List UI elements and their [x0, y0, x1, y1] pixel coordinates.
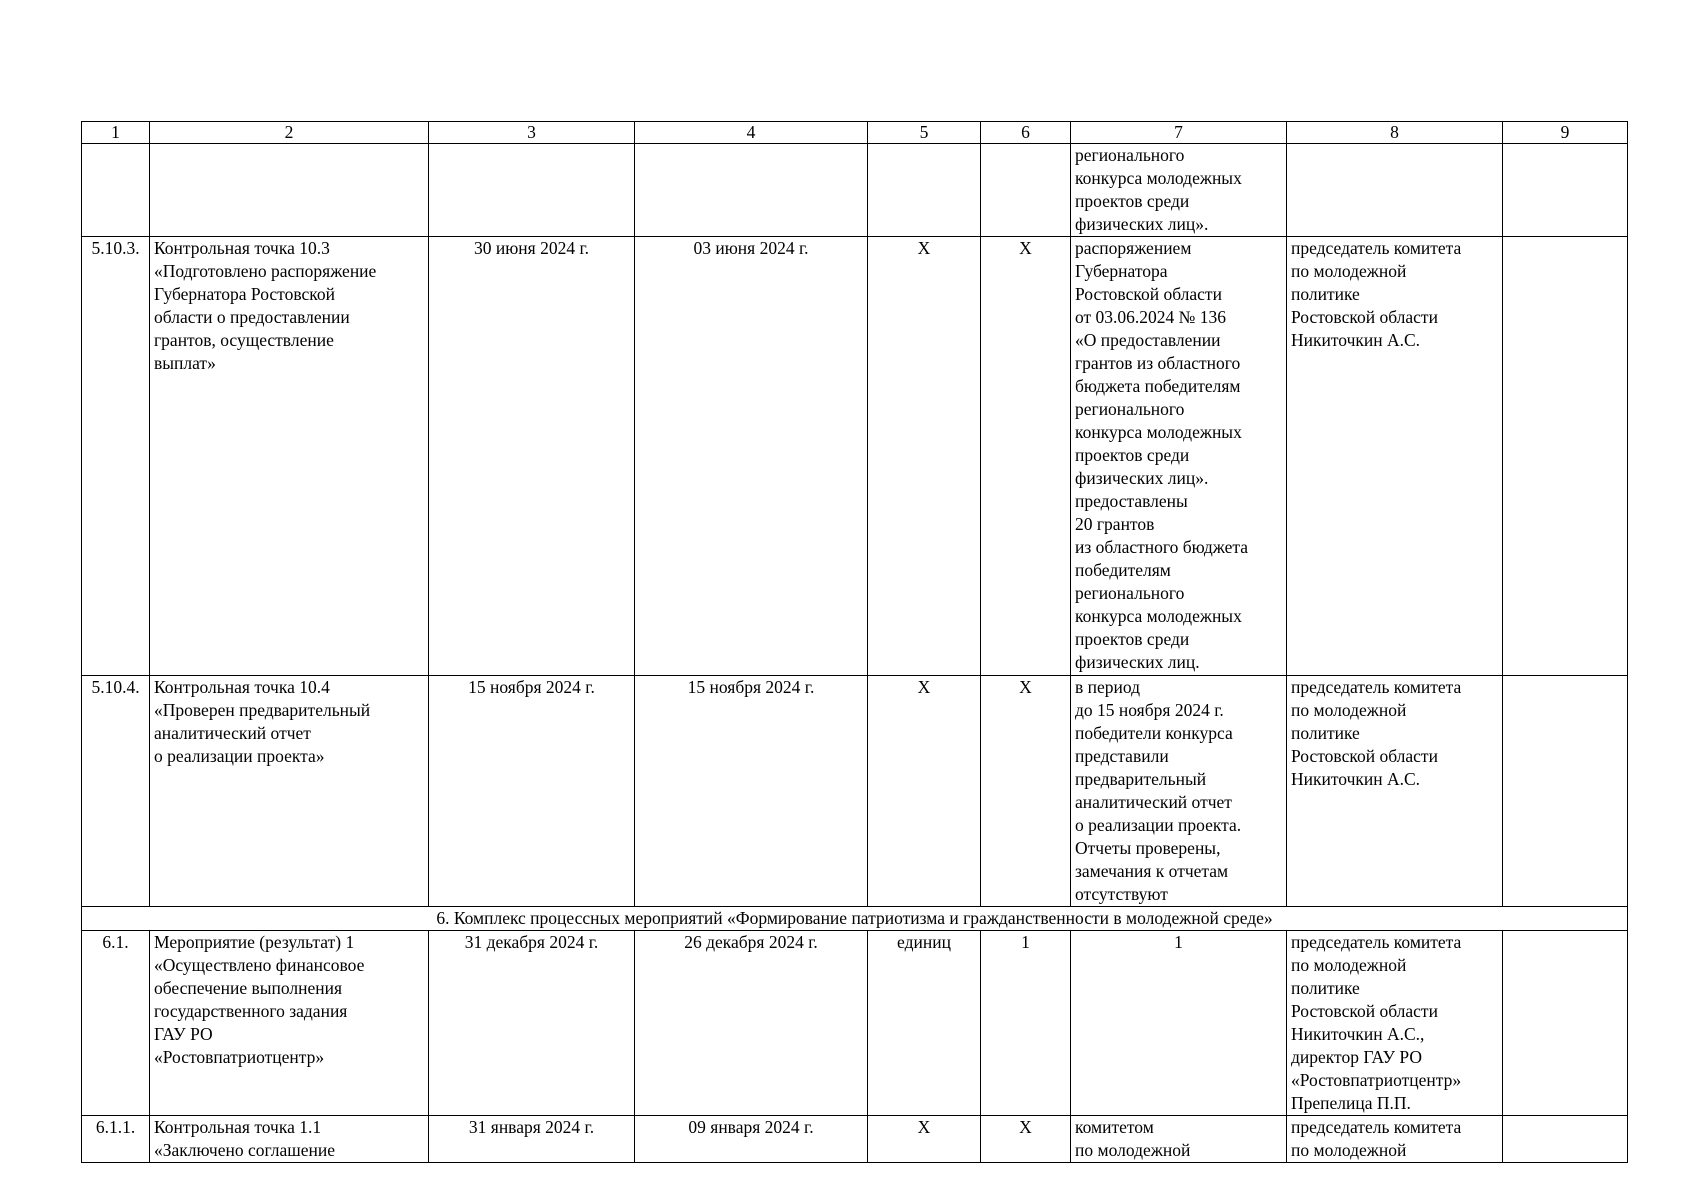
row-number	[82, 144, 150, 237]
table-row	[82, 1116, 1628, 1163]
column-number-7: 7	[1071, 122, 1287, 144]
table-row	[82, 144, 1628, 237]
row-number: 6.1.	[82, 931, 150, 1116]
row-plan-value: Х	[981, 237, 1071, 676]
row-number: 5.10.3.	[82, 237, 150, 676]
row-unit	[868, 144, 981, 237]
row-actual-date: 15 ноября 2024 г.	[635, 676, 868, 907]
row-description: Мероприятие (результат) 1 «Осуществлено финансовое обеспечение выполнения государственного задания ГАУ РО «Ростовпатриотцентр»	[150, 931, 429, 1116]
row-plan-value: Х	[981, 1116, 1071, 1163]
row-unit: Х	[868, 676, 981, 907]
row-description: Контрольная точка 1.1 «Заключено соглашение	[150, 1116, 429, 1163]
row-note	[1503, 676, 1628, 907]
table-row	[82, 931, 1628, 1116]
row-planned-date: 31 января 2024 г.	[429, 1116, 635, 1163]
row-number: 6.1.1.	[82, 1116, 150, 1163]
row-result: распоряжением Губернатора Ростовской области от 03.06.2024 № 136 «О предоставлении грантов из областного бюджета победителям регионального конкурса молодежных проектов среди физических лиц». предоставлены 20 грантов из областного бюджета победителям регионального конкурса молодежных проектов среди физических лиц.	[1071, 237, 1287, 676]
row-actual-date: 03 июня 2024 г.	[635, 237, 868, 676]
column-number-8: 8	[1287, 122, 1503, 144]
row-responsible: председатель комитета по молодежной политике Ростовской области Никиточкин А.С.	[1287, 237, 1503, 676]
row-planned-date: 31 декабря 2024 г.	[429, 931, 635, 1116]
row-result: 1	[1071, 931, 1287, 1116]
row-actual-date: 26 декабря 2024 г.	[635, 931, 868, 1116]
row-number: 5.10.4.	[82, 676, 150, 907]
row-description	[150, 144, 429, 237]
row-note	[1503, 144, 1628, 237]
row-planned-date: 15 ноября 2024 г.	[429, 676, 635, 907]
row-unit: Х	[868, 237, 981, 676]
row-unit: Х	[868, 1116, 981, 1163]
row-unit: единиц	[868, 931, 981, 1116]
row-result: регионального конкурса молодежных проектов среди физических лиц».	[1071, 144, 1287, 237]
row-result: в период до 15 ноября 2024 г. победители конкурса представили предварительный аналитический отчет о реализации проекта. Отчеты проверены, замечания к отчетам отсутствуют	[1071, 676, 1287, 907]
row-planned-date: 30 июня 2024 г.	[429, 237, 635, 676]
column-number-row	[82, 122, 1628, 144]
column-number-2: 2	[150, 122, 429, 144]
table-row	[82, 676, 1628, 907]
section-row	[82, 907, 1628, 931]
row-responsible: председатель комитета по молодежной политике Ростовской области Никиточкин А.С., директор ГАУ РО «Ростовпатриотцентр» Препелица П.П.	[1287, 931, 1503, 1116]
row-actual-date	[635, 144, 868, 237]
table-row	[82, 237, 1628, 676]
report-table	[81, 121, 1628, 1163]
row-description: Контрольная точка 10.4 «Проверен предварительный аналитический отчет о реализации проекта»	[150, 676, 429, 907]
row-actual-date: 09 января 2024 г.	[635, 1116, 868, 1163]
row-description: Контрольная точка 10.3 «Подготовлено распоряжение Губернатора Ростовской области о предоставлении грантов, осуществление выплат»	[150, 237, 429, 676]
row-result: комитетом по молодежной	[1071, 1116, 1287, 1163]
row-responsible: председатель комитета по молодежной политике Ростовской области Никиточкин А.С.	[1287, 676, 1503, 907]
row-note	[1503, 1116, 1628, 1163]
row-responsible	[1287, 144, 1503, 237]
section-heading: 6. Комплекс процессных мероприятий «Формирование патриотизма и гражданственности в молодежной среде»	[82, 907, 1628, 931]
column-number-3: 3	[429, 122, 635, 144]
row-plan-value	[981, 144, 1071, 237]
column-number-9: 9	[1503, 122, 1628, 144]
row-plan-value: 1	[981, 931, 1071, 1116]
row-note	[1503, 237, 1628, 676]
row-planned-date	[429, 144, 635, 237]
column-number-1: 1	[82, 122, 150, 144]
row-responsible: председатель комитета по молодежной	[1287, 1116, 1503, 1163]
row-plan-value: Х	[981, 676, 1071, 907]
column-number-4: 4	[635, 122, 868, 144]
column-number-6: 6	[981, 122, 1071, 144]
row-note	[1503, 931, 1628, 1116]
column-number-5: 5	[868, 122, 981, 144]
